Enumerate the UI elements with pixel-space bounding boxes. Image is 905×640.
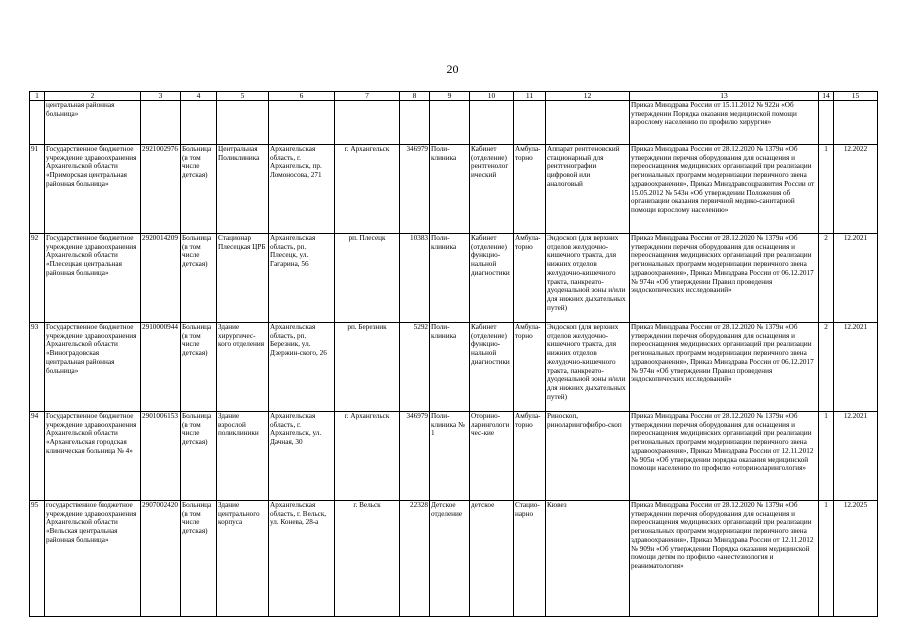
row-number: 91 <box>30 145 45 234</box>
equipment-table <box>29 91 878 617</box>
population-cell: 10383 <box>400 234 430 323</box>
care-cell: Амбула-торно <box>514 412 546 501</box>
row-number: 94 <box>30 412 45 501</box>
inn-cell: 2907002420 <box>141 501 181 617</box>
profile-cell: Поли-клиника <box>430 234 470 323</box>
equipment-cell: Эндоскоп (для верхних отделов желудочно-кишечного тракта, для нижних отделов желудочно-кишечного тракта, панкреато-дуоденальной зоны и/или для нижних дыхательных путей) <box>546 323 630 412</box>
header-cell: 13 <box>630 92 819 101</box>
quantity-cell: 1 <box>819 145 834 234</box>
order-cell: Приказ Минздрава России от 28.12.2020 № 1379н «Об утверждении перечня оборудования для оснащения и переоснащения медицинских организаций при реализации региональных программ модернизации первичного звена здравоохранения», Приказ Минздрава России от 12.11.2012 № 905н «Об утверждении порядка оказания медицинской помощи населению по профилю «оториноларингология» <box>630 412 819 501</box>
row-number: 95 <box>30 501 45 617</box>
type-cell: Больница (в том числе детская) <box>181 501 217 617</box>
quantity-cell: 1 <box>819 501 834 617</box>
unit-cell: Здание центрального корпуса <box>217 501 269 617</box>
quantity-cell: 2 <box>819 323 834 412</box>
order-cell: Приказ Минздрава России от 28.12.2020 № 1379н «Об утверждении перечня оборудования для оснащения и переоснащения медицинских организаций при реализации региональных программ модернизации первичного звена здравоохранения», Приказ Минздрава России от 12.11.2012 № 909н «Об утверждении Порядка оказания медицинской помощи детям по профилю «анестезиология и реаниматология» <box>630 501 819 617</box>
address-cell: Архангельская область, рп. Березник, ул. Дзержин-ского, 26 <box>269 323 335 412</box>
care-cell: Амбула-торно <box>514 145 546 234</box>
city-cell: г. Вельск <box>335 501 400 617</box>
address-cell: Архангельская область, г. Архангельск, ул. Дачная, 30 <box>269 412 335 501</box>
header-cell: 9 <box>430 92 470 101</box>
type-cell: Больница (в том числе детская) <box>181 145 217 234</box>
date-cell: 12.2021 <box>834 412 878 501</box>
header-cell: 15 <box>834 92 878 101</box>
org-cell: Государственное бюджетное учреждение здравоохранения Архангельской области «Архангельская городская клиническая больница № 4» <box>45 412 141 501</box>
header-cell: 1 <box>30 92 45 101</box>
equipment-cell: Кювез <box>546 501 630 617</box>
table-row <box>30 501 878 617</box>
equipment-cell: Эндоскоп (для верхних отделов желудочно-кишечного тракта, для нижних отделов желудочно-кишечного тракта, панкреато-дуоденальной зоны и/или для нижних дыхательных путей) <box>546 234 630 323</box>
table-row <box>30 323 878 412</box>
table-row <box>30 145 878 234</box>
department-cell: Кабинет (отделение) функцио-нальной диагностики <box>470 234 514 323</box>
unit-cell: Здание хирургичес-кого отделения <box>217 323 269 412</box>
header-cell: 12 <box>546 92 630 101</box>
org-cell: центральная районная больница» <box>45 101 141 145</box>
header-cell: 11 <box>514 92 546 101</box>
quantity-cell: 2 <box>819 234 834 323</box>
header-cell: 6 <box>269 92 335 101</box>
unit-cell: Стационар Плесецкая ЦРБ <box>217 234 269 323</box>
header-row <box>30 92 878 101</box>
row-number: 92 <box>30 234 45 323</box>
header-cell: 5 <box>217 92 269 101</box>
inn-cell: 2921002976 <box>141 145 181 234</box>
population-cell: 346979 <box>400 412 430 501</box>
address-cell: Архангельская область, г. Вельск, ул. Конева, 28-а <box>269 501 335 617</box>
equipment-cell: Риноскоп, риноларингофибро-скоп <box>546 412 630 501</box>
city-cell: рп. Березник <box>335 323 400 412</box>
inn-cell: 2901006153 <box>141 412 181 501</box>
quantity-cell: 1 <box>819 412 834 501</box>
profile-cell: Поли-клиника <box>430 145 470 234</box>
header-cell: 14 <box>819 92 834 101</box>
header-cell: 10 <box>470 92 514 101</box>
equipment-cell: Аппарат рентгеновский стационарный для рентгенографии цифровой или аналоговый <box>546 145 630 234</box>
inn-cell: 2910000944 <box>141 323 181 412</box>
header-cell: 7 <box>335 92 400 101</box>
order-cell: Приказ Минздрава России от 28.12.2020 № 1379н «Об утверждении перечня оборудования для оснащения и переоснащения медицинских организаций при реализации региональных программ модернизации первичного звена здравоохранения», Приказ Минздрава России от 06.12.2017 № 974н «Об утверждении Правил проведения эндоскопических исследований» <box>630 234 819 323</box>
date-cell: 12.2021 <box>834 234 878 323</box>
population-cell: 22328 <box>400 501 430 617</box>
address-cell: Архангельская область, г. Архангельск, пр. Ломоносова, 271 <box>269 145 335 234</box>
care-cell: Стацио-нарно <box>514 501 546 617</box>
department-cell: Оторино-ларингологичес-кие <box>470 412 514 501</box>
row-number: 93 <box>30 323 45 412</box>
org-cell: Государственное бюджетное учреждение здравоохранения Архангельской области «Виноградовская центральная районная больница» <box>45 323 141 412</box>
population-cell: 346979 <box>400 145 430 234</box>
unit-cell: Здание взрослой поликлиники <box>217 412 269 501</box>
header-cell: 2 <box>45 92 141 101</box>
population-cell: 5292 <box>400 323 430 412</box>
inn-cell: 2920014209 <box>141 234 181 323</box>
type-cell: Больница (в том числе детская) <box>181 412 217 501</box>
table-row <box>30 234 878 323</box>
date-cell: 12.2021 <box>834 323 878 412</box>
care-cell: Амбула-торно <box>514 234 546 323</box>
org-cell: Государственное бюджетное учреждение здравоохранения Архангельской области «Приморская центральная районная больница» <box>45 145 141 234</box>
city-cell: г. Архангельск <box>335 145 400 234</box>
org-cell: государственное бюджетное учреждение здравоохранения Архангельской области «Вельская центральная районная больница» <box>45 501 141 617</box>
city-cell: г. Архангельск <box>335 412 400 501</box>
header-cell: 8 <box>400 92 430 101</box>
unit-cell: Центральная Поликлиника <box>217 145 269 234</box>
header-cell: 4 <box>181 92 217 101</box>
org-cell: Государственное бюджетное учреждение здравоохранения Архангельской области «Плесецкая центральная районная больница» <box>45 234 141 323</box>
header-cell: 3 <box>141 92 181 101</box>
order-cell: Приказ Минздрава России от 28.12.2020 № 1379н «Об утверждении перечня оборудования для оснащения и переоснащения медицинских организаций при реализации региональных программ модернизации первичного звена здравоохранения», Приказ Минздрава России от 06.12.2017 № 974н «Об утверждении Правил проведения эндоскопических исследований» <box>630 323 819 412</box>
type-cell: Больница (в том числе детская) <box>181 323 217 412</box>
page-number: 20 <box>446 62 459 76</box>
order-cell: Приказ Минздрава России от 15.11.2012 № 922н «Об утверждении Порядка оказания медицинской помощи взрослому населению по профилю хирургия» <box>630 101 819 145</box>
address-cell: Архангельская область, рп. Плесецк, ул. Гагарина, 56 <box>269 234 335 323</box>
continuation-row <box>30 101 878 145</box>
date-cell: 12.2025 <box>834 501 878 617</box>
date-cell: 12.2022 <box>834 145 878 234</box>
order-cell: Приказ Минздрава России от 28.12.2020 № 1379н «Об утверждении перечня оборудования для оснащения и переоснащения медицинских организаций при реализации региональных программ модернизации первичного звена здравоохранения», Приказ Минздравсоцразвития России от 15.05.2012 № 543н «Об утверждении Положения об организации оказания первичной медико-санитарной помощи взрослому населению» <box>630 145 819 234</box>
table-row <box>30 412 878 501</box>
type-cell: Больница (в том числе детская) <box>181 234 217 323</box>
profile-cell: Детское отделение <box>430 501 470 617</box>
department-cell: Кабинет (отделение) рентгенологический <box>470 145 514 234</box>
department-cell: детское <box>470 501 514 617</box>
care-cell: Амбула-торно <box>514 323 546 412</box>
profile-cell: Поли-клиника № 1 <box>430 412 470 501</box>
department-cell: Кабинет (отделение) функцио-нальной диагностики <box>470 323 514 412</box>
city-cell: рп. Плесецк <box>335 234 400 323</box>
profile-cell: Поли-клиника <box>430 323 470 412</box>
